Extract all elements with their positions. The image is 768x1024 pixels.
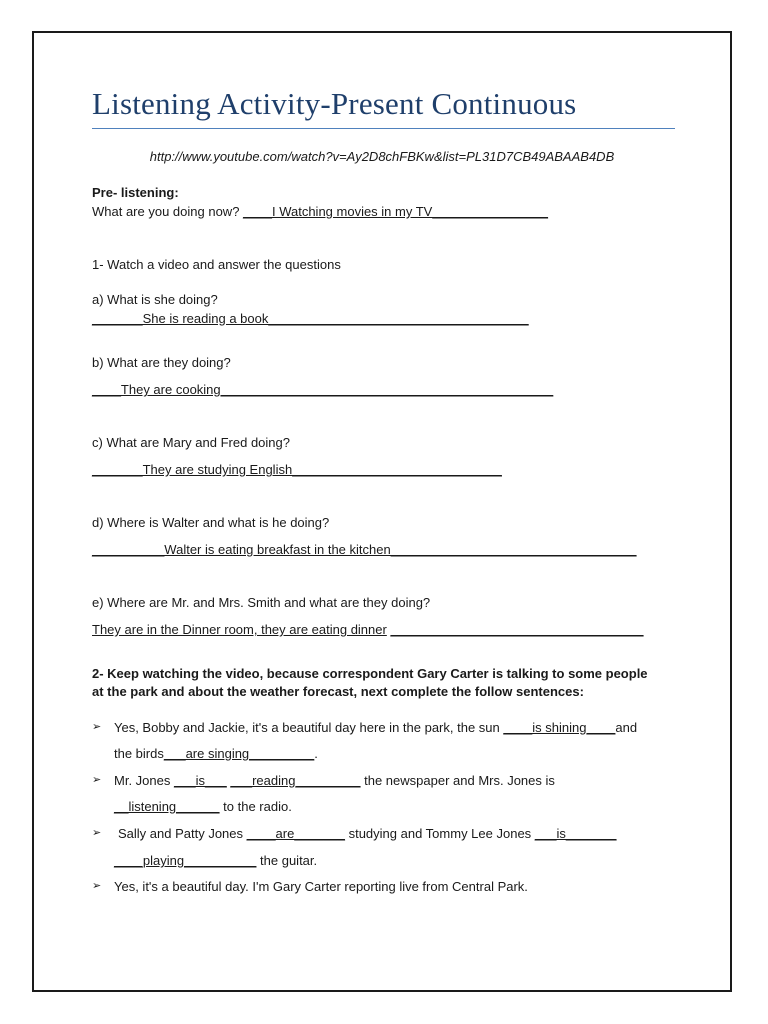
answer-d: __________Walter is eating breakfast in the kitchen__________________________________ — [92, 542, 637, 557]
section2-heading-line2: at the park and about the weather forecast, next complete the follow sentences: — [92, 684, 584, 699]
answer-b: ____They are cooking______________________________________________ — [92, 382, 554, 397]
bullet1-line2 — [114, 745, 318, 762]
bullet3-text: Sally and Patty Jones — [118, 826, 247, 841]
answer-a: _______She is reading a book____________________________________ — [92, 311, 529, 326]
bullet3-line2 — [114, 852, 317, 869]
bullet2-line1 — [114, 772, 555, 789]
section2-heading-line1: 2- Keep watching the video, because correspondent Gary Carter is talking to some people — [92, 666, 648, 681]
pre-listening-question: What are you doing now? — [92, 204, 244, 219]
bullet1-line2-text: the birds — [114, 746, 164, 761]
page-border — [32, 31, 732, 992]
bullet3-blank2: ___is_______ — [534, 826, 617, 841]
bullet1-text-end: and — [615, 720, 638, 735]
bullet2-blank3: __listening______ — [114, 799, 220, 814]
answer-c: _______They are studying English_____________________________ — [92, 462, 502, 477]
answer-e-text: They are in the Dinner room, they are eating dinner — [92, 622, 387, 637]
question-a: a) What is she doing? — [92, 292, 218, 307]
bullet3-line1 — [118, 825, 617, 842]
bullet1-blank2: ___are singing_________ — [163, 746, 315, 761]
title-divider — [92, 128, 675, 129]
bullet1-line2-end: . — [314, 746, 318, 761]
answer-e-blank: ___________________________________ — [390, 622, 644, 637]
bullet-arrow-icon: ➢ — [92, 721, 102, 733]
bullet2-line2 — [114, 798, 292, 815]
pre-listening-heading: Pre- listening: — [92, 185, 179, 200]
page-title: Listening Activity-Present Continuous — [92, 86, 577, 121]
bullet4-text: Yes, it's a beautiful day. I'm Gary Carter reporting live from Central Park. — [114, 879, 528, 894]
bullet3-blank3: ____playing__________ — [114, 853, 257, 868]
question-b: b) What are they doing? — [92, 355, 231, 370]
pre-listening-answer: ____I Watching movies in my TV________________ — [243, 204, 549, 219]
bullet1-blank1: ____is shining____ — [503, 720, 616, 735]
bullet2-blank1: ___is___ — [173, 773, 227, 788]
bullet-arrow-icon: ➢ — [92, 880, 102, 892]
bullet3-line2-end: the guitar. — [256, 853, 318, 868]
question-e: e) Where are Mr. and Mrs. Smith and what are they doing? — [92, 595, 431, 610]
bullet2-text-end: the newspaper and Mrs. Jones is — [360, 773, 555, 788]
bullet-arrow-icon: ➢ — [92, 827, 102, 839]
bullet1-line1 — [114, 719, 637, 736]
bullet2-blank2: ___reading_________ — [230, 773, 361, 788]
bullet3-text-mid: studying and Tommy Lee Jones — [344, 826, 535, 841]
video-url[interactable]: http://www.youtube.com/watch?v=Ay2D8chFBKw&list=PL31D7CB49ABAAB4DB — [149, 149, 615, 164]
question-c: c) What are Mary and Fred doing? — [92, 435, 290, 450]
answer-e — [92, 621, 644, 638]
section1-heading: 1- Watch a video and answer the questions — [92, 257, 341, 272]
question-d: d) Where is Walter and what is he doing? — [92, 515, 330, 530]
bullet1-text: Yes, Bobby and Jackie, it's a beautiful day here in the park, the sun — [114, 720, 504, 735]
pre-listening-line — [92, 203, 548, 220]
bullet3-blank1: ____are_______ — [246, 826, 345, 841]
bullet2-text: Mr. Jones — [114, 773, 174, 788]
bullet2-line2-end: to the radio. — [219, 799, 292, 814]
bullet-arrow-icon: ➢ — [92, 774, 102, 786]
